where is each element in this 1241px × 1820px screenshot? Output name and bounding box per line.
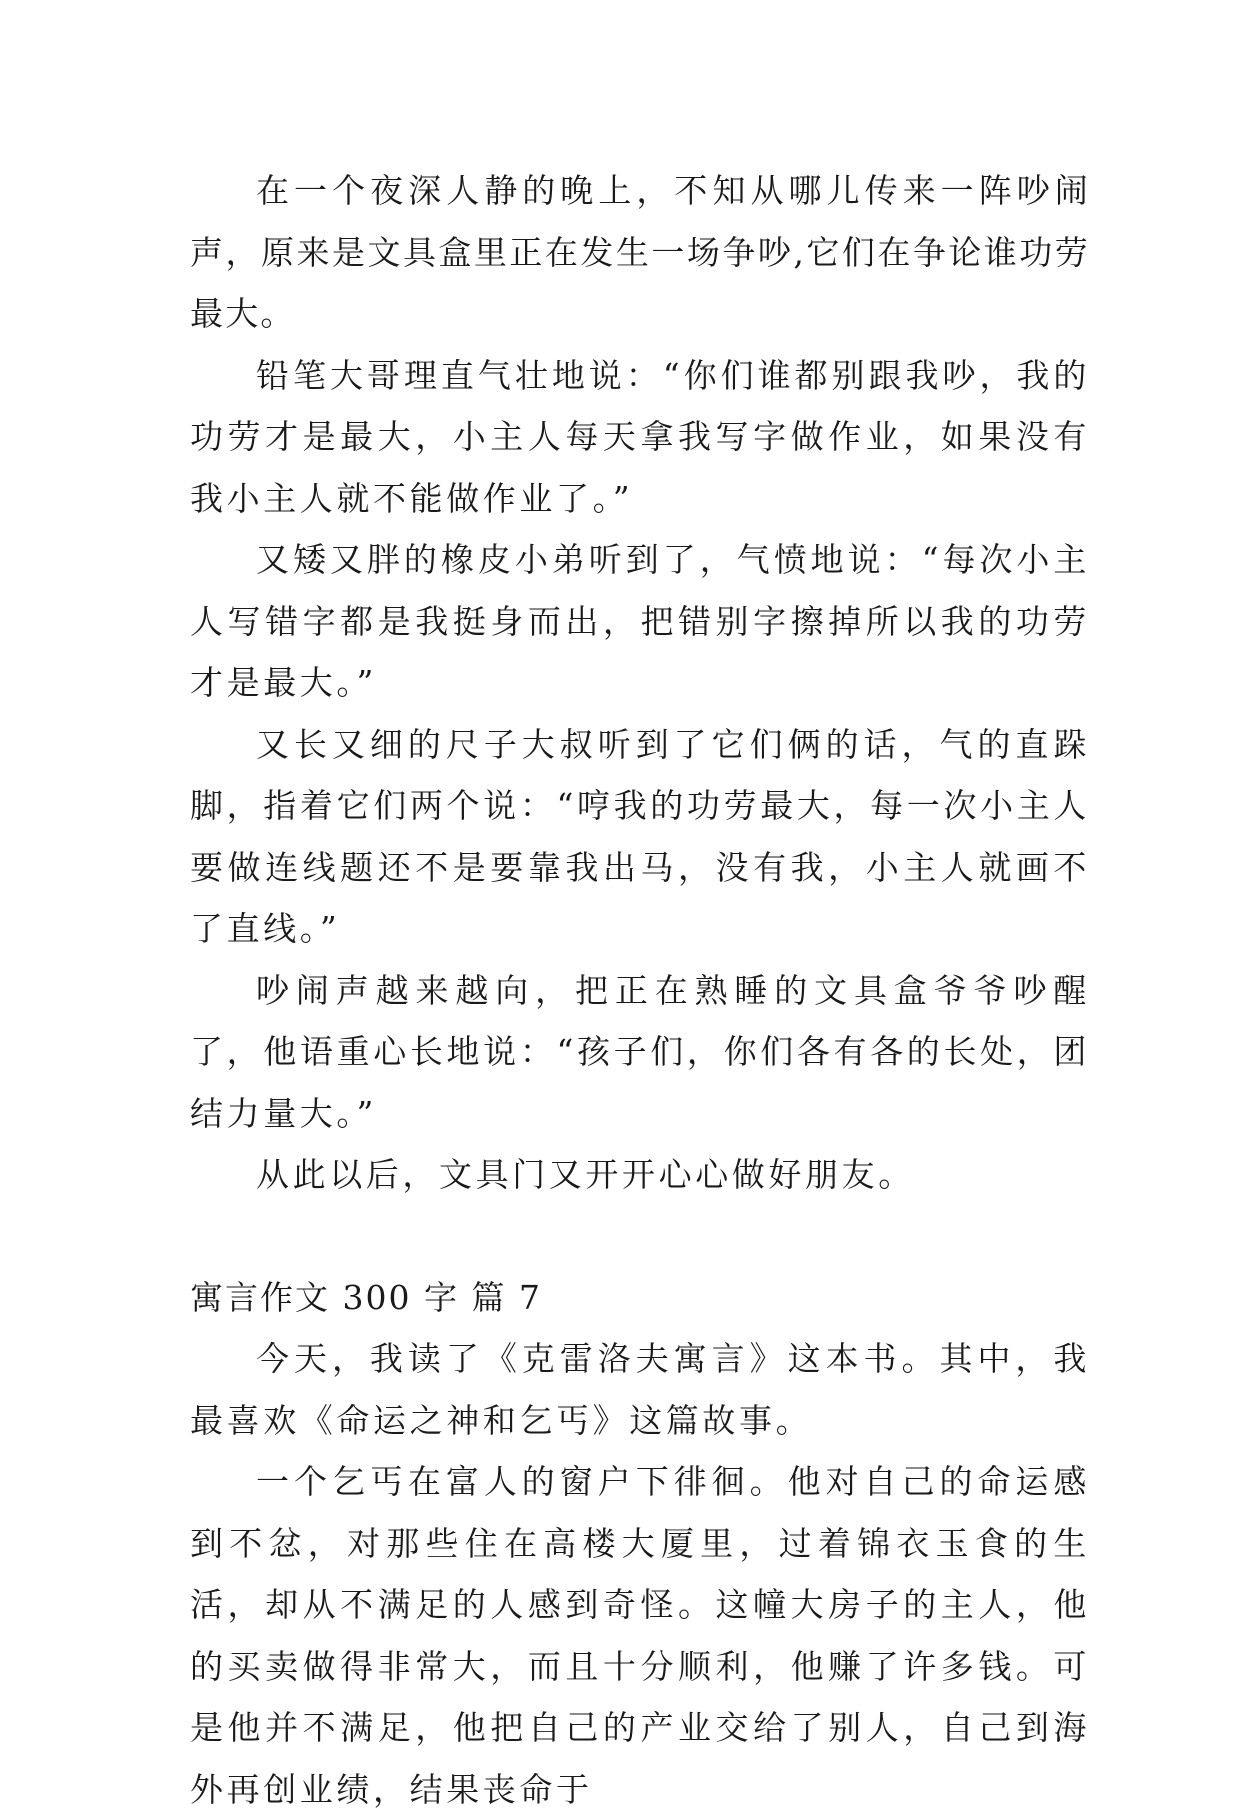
paragraph: 铅笔大哥理直气壮地说：“你们谁都别跟我吵，我的功劳才是最大，小主人每天拿我写字做作业，如果没有我小主人就不能做作业了。” — [190, 355, 1090, 518]
paragraph: 在一个夜深人静的晚上，不知从哪儿传来一阵吵闹声，原来是文具盒里正在发生一场争吵,它们在争论谁功劳最大。 — [190, 171, 1090, 333]
paragraph: 一个乞丐在富人的窗户下徘徊。他对自己的命运感到不忿，对那些住在高楼大厦里，过着锦衣玉食的生活，却从不满足的人感到奇怪。这幢大房子的主人，他的买卖做得非常大，而且十分顺利，他赚了许多钱。可是他并不满足，他把自己的产业交给了别人，自己到海外再创业绩，结果丧命于 — [190, 1462, 1090, 1809]
paragraph: 从此以后，文具门又开开心心做好朋友。 — [256, 1155, 915, 1194]
paragraph: 吵闹声越来越向，把正在熟睡的文具盒爷爷吵醒了，他语重心长地说：“孩子们，你们各有各的长处，团结力量大。” — [190, 970, 1090, 1133]
paragraph: 又长又细的尺子大叔听到了它们俩的话，气的直跺脚，指着它们两个说：“哼我的功劳最大，每一次小主人要做连线题还不是要靠我出马，没有我，小主人就画不了直线。” — [190, 724, 1090, 948]
document-body — [190, 160, 1090, 1820]
section-title: 寓言作文 300 字 篇 7 — [190, 1277, 542, 1317]
paragraph: 又矮又胖的橡皮小弟听到了，气愤地说：“每次小主人写错字都是我挺身而出，把错别字擦掉所以我的功劳才是最大。” — [190, 540, 1090, 702]
paragraph: 今天，我读了《克雷洛夫寓言》这本书。其中，我最喜欢《命运之神和乞丐》这篇故事。 — [190, 1339, 1090, 1440]
